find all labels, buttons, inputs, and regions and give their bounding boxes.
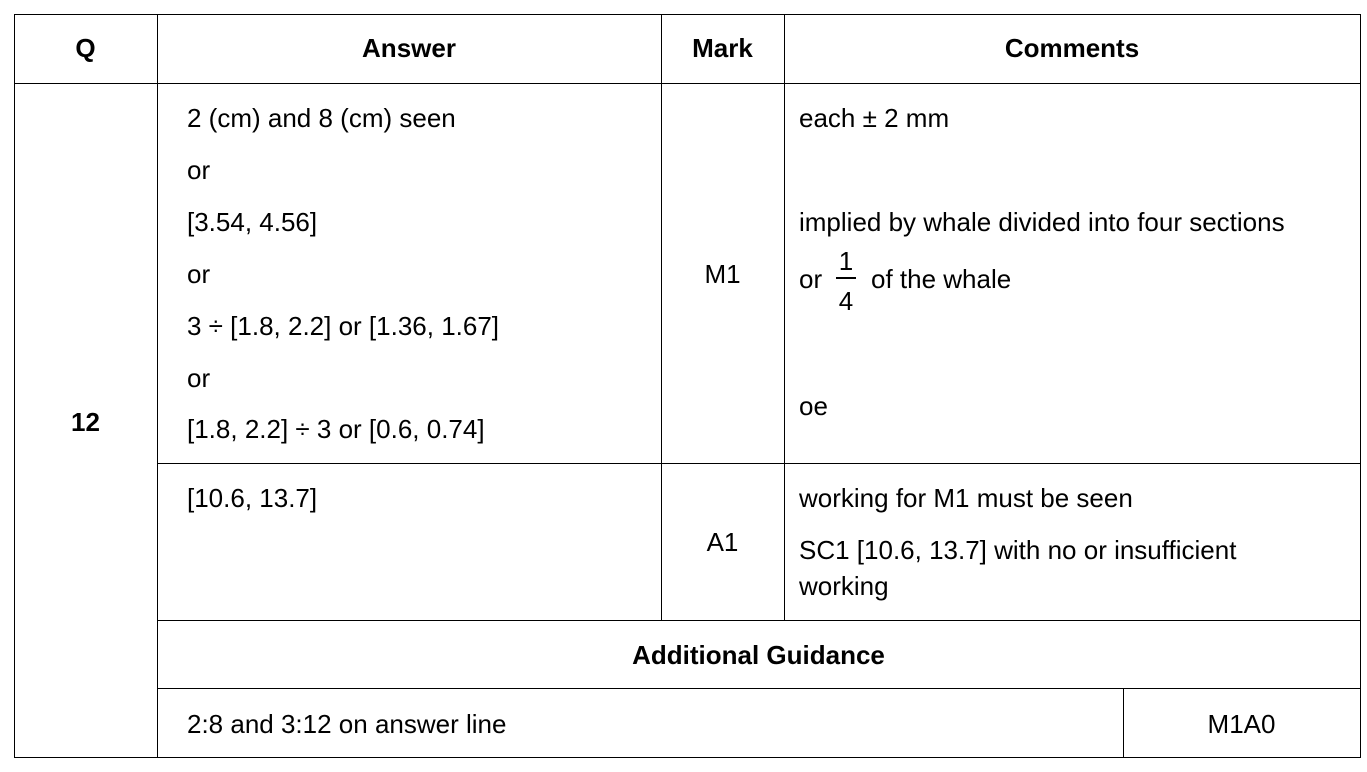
answer-line: 3 ÷ [1.8, 2.2] or [1.36, 1.67] bbox=[187, 311, 500, 341]
answer-line: 2 (cm) and 8 (cm) seen bbox=[187, 103, 456, 133]
header-mark: Mark bbox=[692, 33, 753, 63]
fraction-numerator: 1 bbox=[838, 246, 854, 276]
comment-line: oe bbox=[799, 391, 828, 421]
answer-line: [1.8, 2.2] ÷ 3 or [0.6, 0.74] bbox=[187, 414, 485, 444]
guidance-title-bottom-border bbox=[157, 688, 1361, 689]
row2-answer: [10.6, 13.7] bbox=[187, 483, 318, 513]
fraction-denominator: 4 bbox=[838, 286, 854, 316]
comment-line: of the whale bbox=[871, 264, 1012, 294]
table-bottom-border bbox=[14, 757, 1361, 758]
answer-line: [3.54, 4.56] bbox=[187, 207, 318, 237]
answer-line: or bbox=[187, 259, 211, 289]
header-comments: Comments bbox=[1004, 33, 1140, 63]
guidance-title: Additional Guidance bbox=[632, 640, 885, 670]
table-left-border bbox=[14, 14, 15, 758]
header-bottom-border bbox=[14, 83, 1361, 84]
answer-line: or bbox=[187, 363, 211, 393]
row2-bottom-border bbox=[157, 620, 1361, 621]
comment-line: implied by whale divided into four sections bbox=[799, 207, 1285, 237]
comment-line: each ± 2 mm bbox=[799, 103, 950, 133]
answer-line: or bbox=[187, 155, 211, 185]
question-number: 12 bbox=[71, 407, 100, 437]
header-answer: Answer bbox=[362, 33, 456, 63]
comment-line: SC1 [10.6, 13.7] with no or insufficient bbox=[799, 535, 1237, 565]
table-right-border bbox=[1360, 14, 1361, 758]
fraction-bar bbox=[836, 277, 856, 279]
row1-mark: M1 bbox=[704, 259, 741, 289]
comment-line: working for M1 must be seen bbox=[799, 483, 1133, 513]
row1-bottom-border bbox=[157, 463, 1361, 464]
row2-mark: A1 bbox=[706, 527, 739, 557]
guidance-row-text: 2:8 and 3:12 on answer line bbox=[187, 709, 507, 739]
comment-line: working bbox=[799, 571, 889, 601]
guidance-row-mark: M1A0 bbox=[1207, 709, 1276, 739]
comment-or: or bbox=[799, 264, 823, 294]
mark-column-border bbox=[784, 14, 785, 621]
table-top-border bbox=[14, 14, 1361, 15]
header-q: Q bbox=[75, 33, 96, 63]
